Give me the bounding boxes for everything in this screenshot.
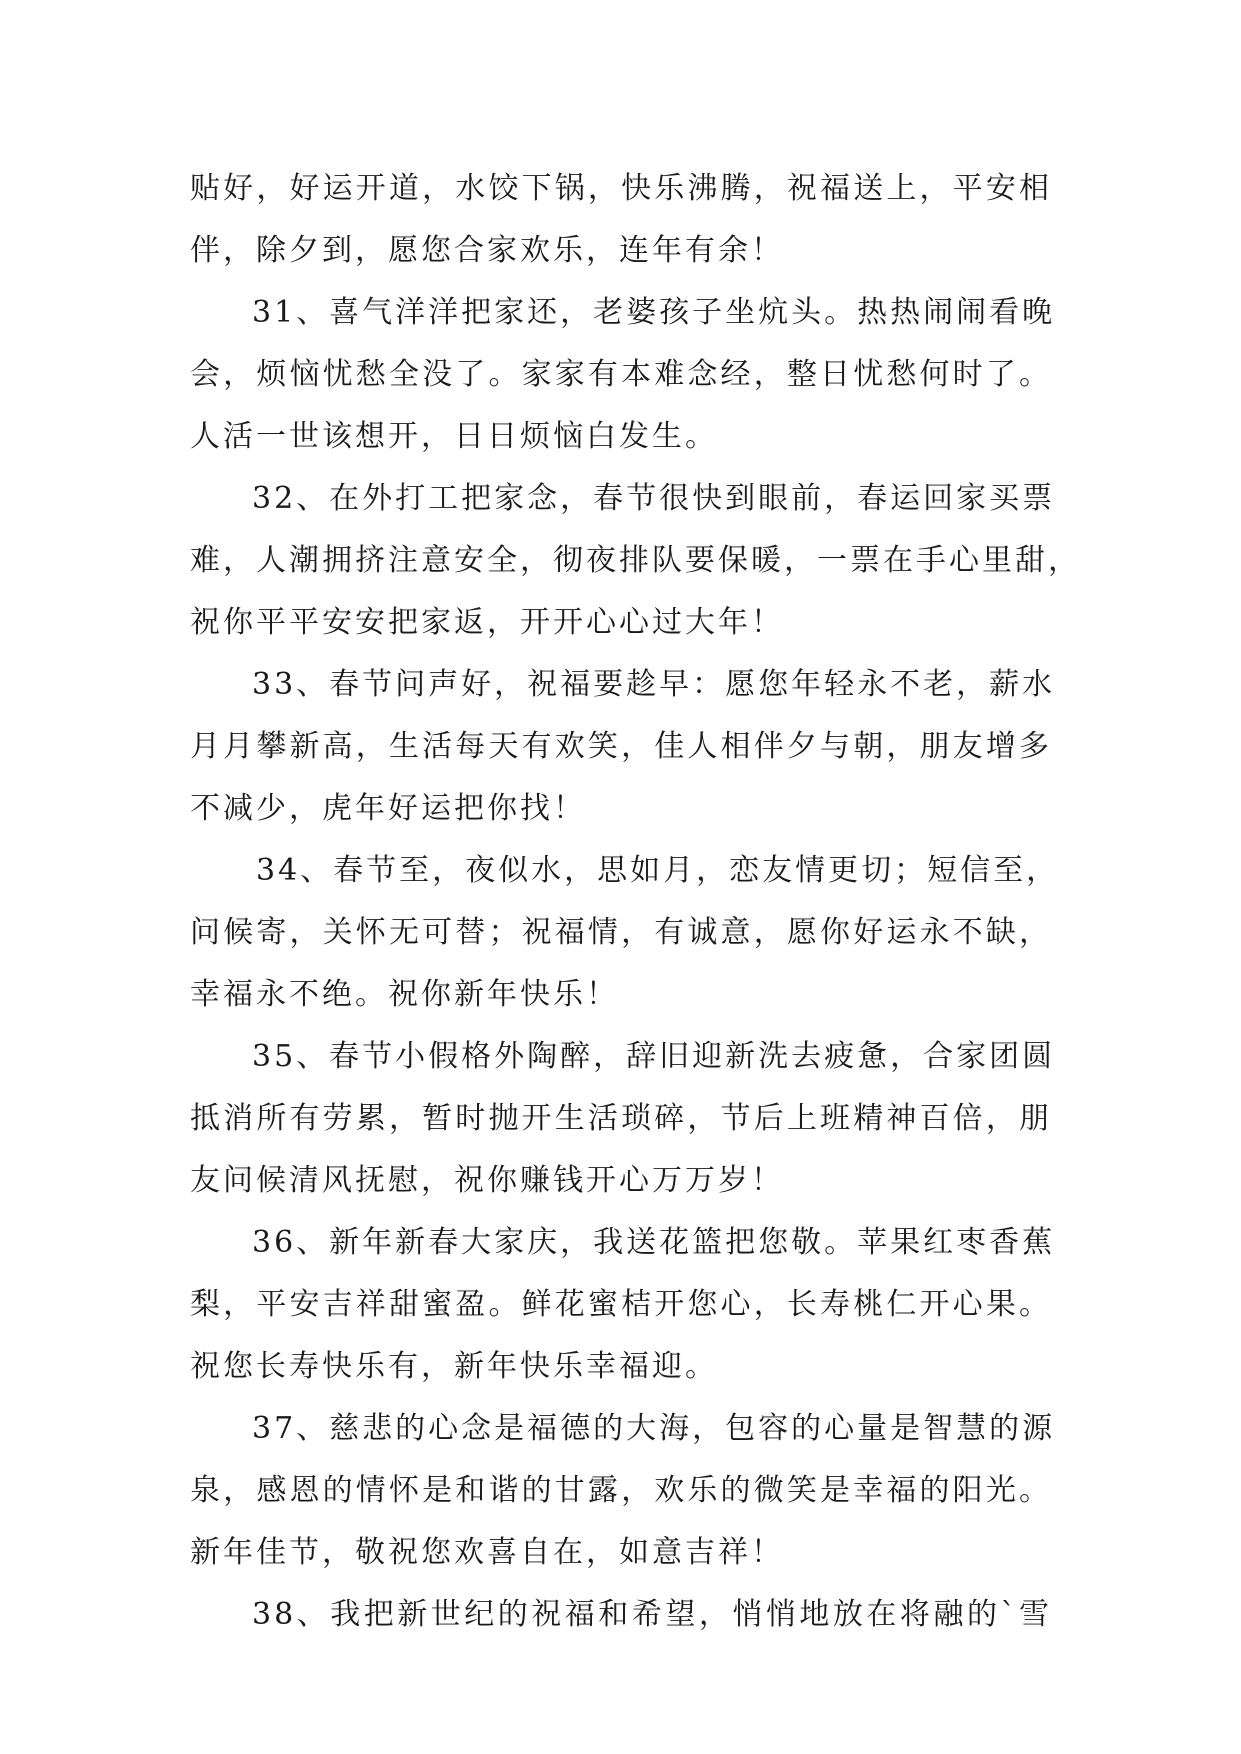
text-line: 月月攀新高，生活每天有欢笑，佳人相伴夕与朝，朋友增多 bbox=[190, 729, 1052, 764]
paragraph-36 bbox=[190, 1212, 1056, 1398]
text-line: 难，人潮拥挤注意安全，彻夜排队要保暖，一票在手心里甜， bbox=[190, 543, 1081, 578]
text-line: 祝您长寿快乐有，新年快乐幸福迎。 bbox=[190, 1349, 718, 1384]
text-line: 35、春节小假格外陶醉，辞旧迎新洗去疲惫，合家团圆 bbox=[252, 1039, 1056, 1074]
text-line: 祝你平平安安把家返，开开心心过大年！ bbox=[190, 605, 784, 640]
paragraph-38 bbox=[190, 1584, 1052, 1646]
paragraph-31 bbox=[190, 282, 1056, 468]
text-line: 32、在外打工把家念，春节很快到眼前，春运回家买票 bbox=[252, 481, 1056, 516]
paragraph-34 bbox=[190, 840, 1060, 1026]
text-line: 34、春节至，夜似水，思如月，恋友情更切；短信至， bbox=[256, 853, 1060, 888]
paragraph-37 bbox=[190, 1398, 1056, 1584]
text-line: 会，烦恼忧愁全没了。家家有本难念经，整日忧愁何时了。 bbox=[190, 357, 1052, 392]
text-line: 不减少，虎年好运把你找！ bbox=[190, 791, 586, 826]
text-line: 33、春节问声好，祝福要趁早：愿您年轻永不老，薪水 bbox=[252, 667, 1056, 702]
text-line: 37、慈悲的心念是福德的大海，包容的心量是智慧的源 bbox=[252, 1411, 1056, 1446]
paragraph-33 bbox=[190, 654, 1056, 840]
text-line: 38、我把新世纪的祝福和希望，悄悄地放在将融的`雪 bbox=[252, 1597, 1052, 1632]
text-line: 伴，除夕到，愿您合家欢乐，连年有余！ bbox=[190, 233, 784, 268]
document-body bbox=[190, 158, 1081, 1646]
text-line: 贴好，好运开道，水饺下锅，快乐沸腾，祝福送上，平安相 bbox=[190, 171, 1052, 206]
text-line: 抵消所有劳累，暂时抛开生活琐碎，节后上班精神百倍，朋 bbox=[190, 1101, 1052, 1136]
text-line: 幸福永不绝。祝你新年快乐！ bbox=[190, 977, 619, 1012]
text-line: 36、新年新春大家庆，我送花篮把您敬。苹果红枣香蕉 bbox=[252, 1225, 1056, 1260]
text-line: 泉，感恩的情怀是和谐的甘露，欢乐的微笑是幸福的阳光。 bbox=[190, 1473, 1052, 1508]
text-line: 31、喜气洋洋把家还，老婆孩子坐炕头。热热闹闹看晚 bbox=[252, 295, 1056, 330]
text-line: 问候寄，关怀无可替；祝福情，有诚意，愿你好运永不缺， bbox=[190, 915, 1052, 950]
paragraph-35 bbox=[190, 1026, 1056, 1212]
paragraph-continuation bbox=[190, 158, 1052, 282]
text-line: 人活一世该想开，日日烦恼白发生。 bbox=[190, 419, 718, 454]
text-line: 新年佳节，敬祝您欢喜自在，如意吉祥！ bbox=[190, 1535, 784, 1570]
text-line: 友问候清风抚慰，祝你赚钱开心万万岁！ bbox=[190, 1163, 784, 1198]
paragraph-32 bbox=[190, 468, 1081, 654]
text-line: 梨，平安吉祥甜蜜盈。鲜花蜜桔开您心，长寿桃仁开心果。 bbox=[190, 1287, 1052, 1322]
